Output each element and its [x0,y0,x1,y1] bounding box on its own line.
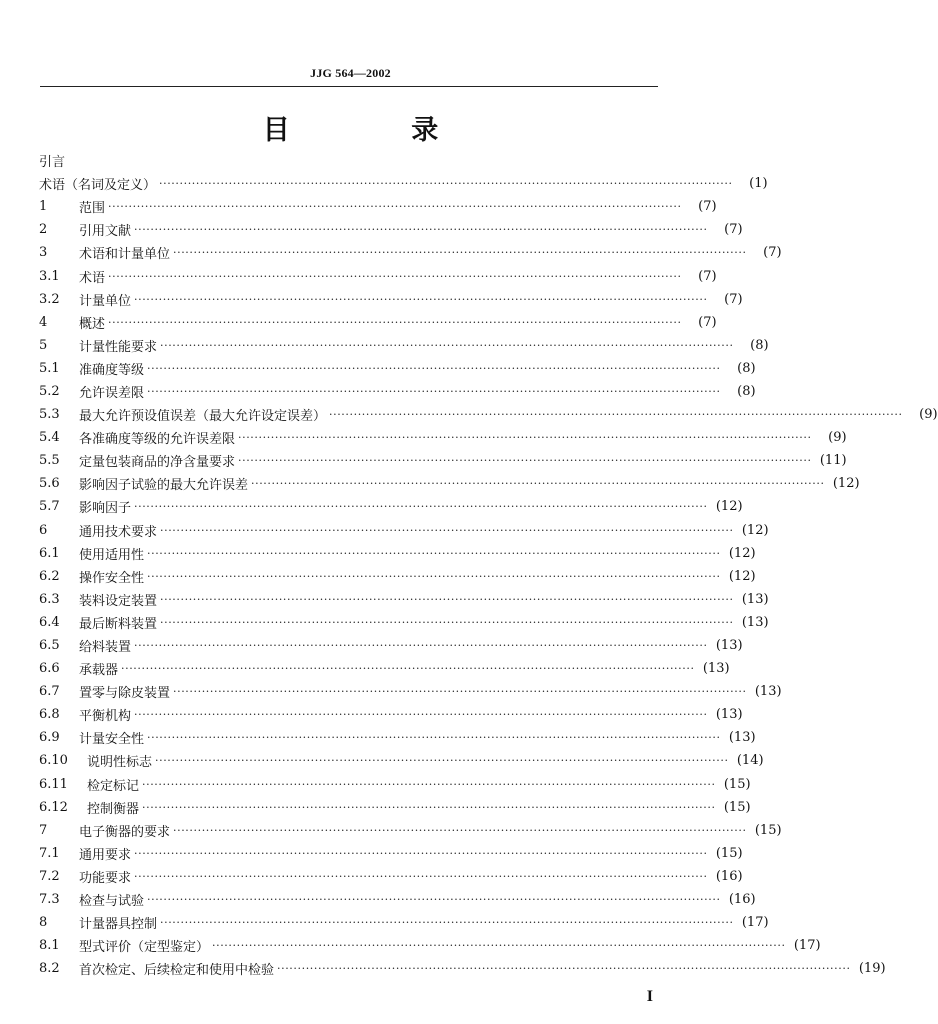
dot-leader: ············································································································································ [134,292,708,306]
dot-leader: ············································································································································ [160,592,734,606]
toc-entry-page: (16) [728,892,756,908]
toc-entry [39,311,717,334]
toc-entry [39,588,769,611]
toc-entry-label: 引言 [39,155,66,171]
toc-entry-label: 影响因子试验的最大允许误差 [79,478,249,494]
dot-leader: ············································································································································ [173,685,747,699]
toc-entry-page: (13) [754,684,782,700]
dot-leader: ············································································································································ [121,662,695,676]
toc-entry-label: 最大允许预设值误差（最大允许设定误差） [79,409,327,425]
dot-leader: ············································································································································ [142,800,716,814]
toc-entry-page: (7) [724,291,743,307]
toc-entry [39,519,769,542]
toc-entry-page: (13) [741,591,769,607]
dot-leader: ············································································································································ [108,315,682,329]
toc-entry [39,726,756,749]
toc-entry [39,657,730,680]
toc-entry-number: 8 [39,915,48,931]
toc-entry-label: 承载器 [79,663,119,679]
page-number: I [646,988,653,1005]
toc-entry [39,934,821,957]
page-title: 目 录 [262,115,495,146]
toc-entry-number: 5.5 [39,453,60,469]
toc-entry [39,357,756,380]
toc-entry [39,703,743,726]
toc-entry-page: (7) [698,199,717,215]
toc-entry-page: (13) [702,661,730,677]
toc-entry-label: 平衡机构 [79,709,132,725]
toc-entry [39,495,743,518]
toc-entry-number: 6.8 [39,707,60,723]
toc-entry-number: 8.2 [39,961,60,977]
toc-entry-label: 说明性标志 [87,755,153,771]
toc-entry-number: 4 [39,314,48,330]
table-of-contents [39,149,938,980]
toc-entry-number: 6.2 [39,568,60,584]
toc-entry [39,680,782,703]
document-code-header: JJG 564—2002 [310,66,391,80]
toc-entry [39,449,847,472]
toc-entry [39,288,743,311]
toc-entry-label: 概述 [79,316,106,332]
toc-entry-number: 3.2 [39,291,60,307]
toc-entry [39,380,756,403]
toc-entry-page: (7) [698,314,717,330]
toc-entry-page: (15) [723,799,751,815]
toc-entry-number: 3.1 [39,268,60,284]
dot-leader: ············································································································································ [134,639,708,653]
toc-entry-label: 通用要求 [79,847,132,863]
toc-entry [39,611,769,634]
dot-leader: ············································································································································ [134,223,708,237]
dot-leader: ············································································································································ [147,361,721,375]
toc-entry [39,149,660,172]
toc-entry [39,888,756,911]
toc-entry-label: 通用技术要求 [79,524,158,540]
toc-entry-page: (8) [737,360,756,376]
toc-entry-number: 6.9 [39,730,60,746]
toc-entry-number: 5.4 [39,430,60,446]
dot-leader: ············································································································································ [134,846,708,860]
toc-entry [39,218,743,241]
dot-leader: ············································································································································ [142,777,716,791]
toc-entry [39,865,743,888]
toc-entry [39,773,751,796]
toc-entry-number: 5.1 [39,360,60,376]
toc-entry-page: (19) [858,961,886,977]
toc-entry-number: 7.2 [39,868,60,884]
toc-entry-number: 7.3 [39,892,60,908]
toc-entry-label: 检定标记 [87,778,140,794]
toc-entry-page: (13) [728,730,756,746]
toc-entry-label: 术语和计量单位 [79,247,171,263]
toc-entry-label: 使用适用性 [79,547,145,563]
dot-leader: ············································································································································ [108,269,682,283]
toc-entry-label: 电子衡器的要求 [79,824,171,840]
toc-entry-label: 术语 [79,270,106,286]
toc-entry-label: 控制衡器 [87,801,140,817]
toc-entry-page: (12) [728,545,756,561]
toc-entry-number: 6.6 [39,661,60,677]
toc-entry-page: (15) [723,776,751,792]
toc-entry [39,634,743,657]
toc-entry-number: 5.2 [39,383,60,399]
toc-entry-label: 检查与试验 [79,894,145,910]
toc-entry-number: 5.3 [39,407,60,423]
dot-leader: ············································································································································ [173,823,747,837]
dot-leader: ············································································································································ [147,384,721,398]
dot-leader: ············································································································································ [147,569,721,583]
toc-entry-number: 1 [39,199,48,215]
toc-entry-label: 计量器具控制 [79,917,158,933]
toc-entry-number: 5 [39,337,48,353]
toc-entry-label: 准确度等级 [79,362,145,378]
toc-entry-number: 6.4 [39,614,60,630]
toc-entry-page: (15) [715,845,743,861]
toc-entry-label: 置零与除皮装置 [79,686,171,702]
dot-leader: ············································································································································ [238,454,812,468]
dot-leader: ············································································································································ [173,246,747,260]
toc-entry-number: 6.1 [39,545,60,561]
toc-entry [39,195,717,218]
toc-entry [39,426,847,449]
toc-entry-label: 引用文献 [79,224,132,240]
toc-entry-page: (11) [819,453,847,469]
toc-entry-page: (8) [737,383,756,399]
toc-entry-page: (1) [749,176,768,192]
toc-entry-page: (7) [724,222,743,238]
toc-entry-page: (13) [715,707,743,723]
toc-entry [39,472,860,495]
toc-entry-label: 影响因子 [79,501,132,517]
toc-entry [39,749,764,772]
toc-entry-number: 6 [39,522,48,538]
dot-leader: ············································································································································ [147,893,721,907]
toc-entry-page: (12) [728,568,756,584]
toc-entry-number: 8.1 [39,938,60,954]
toc-entry-page: (12) [741,522,769,538]
toc-entry-label: 给料装置 [79,640,132,656]
toc-entry-label: 定量包装商品的净含量要求 [79,455,236,471]
toc-entry-number: 5.6 [39,476,60,492]
toc-entry [39,264,717,287]
dot-leader: ············································································································································ [160,338,734,352]
toc-entry-label: 计量安全性 [79,732,145,748]
toc-entry [39,172,768,195]
dot-leader: ············································································································································ [160,916,734,930]
toc-entry [39,403,938,426]
toc-entry-number: 6.12 [39,799,68,815]
toc-entry-number: 6.11 [39,776,68,792]
dot-leader: ············································································································································ [160,615,734,629]
toc-entry [39,542,756,565]
dot-leader: ············································································································································ [134,500,708,514]
dot-leader: ············································································································································ [108,200,682,214]
toc-entry-label: 最后断料装置 [79,616,158,632]
toc-entry-page: (9) [828,430,847,446]
dot-leader: ············································································································································ [147,546,721,560]
toc-entry [39,334,769,357]
toc-entry-page: (15) [754,822,782,838]
toc-entry-label: 装料设定装置 [79,593,158,609]
toc-entry [39,957,886,980]
dot-leader: ············································································································································ [251,477,825,491]
toc-entry-page: (7) [763,245,782,261]
toc-entry-page: (12) [715,499,743,515]
toc-entry-page: (8) [750,337,769,353]
toc-entry [39,241,782,264]
toc-entry-number: 7.1 [39,845,60,861]
toc-entry-number: 2 [39,222,48,238]
toc-entry-page: (12) [832,476,860,492]
toc-entry [39,819,782,842]
toc-entry [39,842,743,865]
dot-leader: ············································································································································ [329,408,903,422]
toc-entry-number: 3 [39,245,48,261]
toc-entry-page: (13) [741,614,769,630]
dot-leader: ············································································································································ [238,431,812,445]
toc-entry-page: (17) [741,915,769,931]
dot-leader: ············································································································································ [159,177,733,191]
toc-entry-page: (14) [736,753,764,769]
toc-entry-label: 各准确度等级的允许误差限 [79,432,236,448]
dot-leader: ············································································································································ [160,523,734,537]
header-rule [40,86,658,87]
toc-entry-label: 术语（名词及定义） [39,178,157,194]
toc-entry-number: 6.3 [39,591,60,607]
toc-entry-label: 范围 [79,201,106,217]
toc-entry-label: 计量单位 [79,293,132,309]
dot-leader: ············································································································································ [134,869,708,883]
toc-entry-number: 6.5 [39,638,60,654]
toc-entry [39,796,751,819]
dot-leader: ············································································································································ [147,731,721,745]
toc-entry-page: (16) [715,868,743,884]
toc-entry-page: (9) [919,407,938,423]
toc-entry-number: 6.7 [39,684,60,700]
toc-entry-page: (17) [793,938,821,954]
toc-entry [39,565,756,588]
toc-entry-page: (7) [698,268,717,284]
toc-entry-page: (13) [715,638,743,654]
dot-leader: ············································································································································ [134,708,708,722]
toc-entry-number: 5.7 [39,499,60,515]
toc-entry [39,911,769,934]
toc-entry-label: 功能要求 [79,870,132,886]
dot-leader: ············································································································································ [277,962,851,976]
toc-entry-label: 型式评价（定型鉴定） [79,940,210,956]
toc-entry-number: 6.10 [39,753,68,769]
toc-entry-label: 首次检定、后续检定和使用中检验 [79,963,275,979]
dot-leader: ············································································································································ [155,754,729,768]
toc-entry-number: 7 [39,822,48,838]
toc-entry-label: 允许误差限 [79,385,145,401]
toc-entry-label: 计量性能要求 [79,339,158,355]
toc-entry-label: 操作安全性 [79,570,145,586]
dot-leader: ············································································································································ [212,939,786,953]
